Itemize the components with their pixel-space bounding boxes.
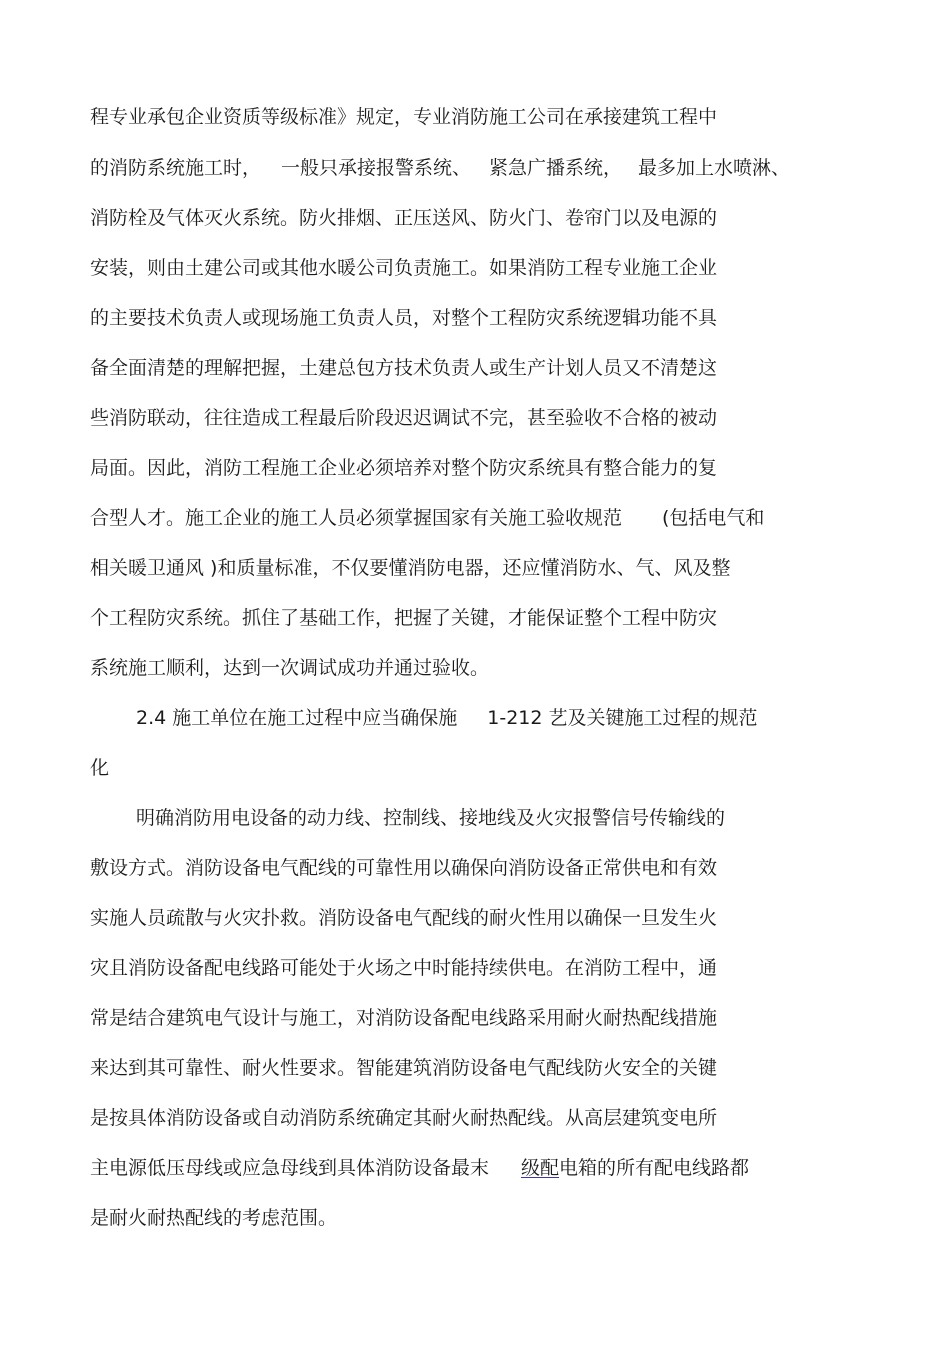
paragraph-2-line-6: 来达到其可靠性、耐火性要求。智能建筑消防设备电气配线防火安全的关键 <box>90 1057 718 1079</box>
text-segment: 紧急广播系统， <box>489 157 623 179</box>
paragraph-1-line-10: 相关暖卫通风 )和质量标准，不仅要懂消防电器，还应懂消防水、气、风及整 <box>90 557 731 579</box>
section-heading <box>136 703 758 733</box>
paragraph-1-line-11: 个工程防灾系统。抓住了基础工作，把握了关键，才能保证整个工程中防灾 <box>90 607 718 629</box>
paragraph-1-line-5: 的主要技术负责人或现场施工负责人员，对整个工程防灾系统逻辑功能不具 <box>90 307 718 329</box>
paragraph-2-line-4: 灾且消防设备配电线路可能处于火场之中时能持续供电。在消防工程中，通 <box>90 957 718 979</box>
paragraph-2-line-3: 实施人员疏散与火灾扑救。消防设备电气配线的耐火性用以确保一旦发生火 <box>90 907 718 929</box>
heading-segment: 1-212 艺及关键施工过程的规范 <box>487 707 758 729</box>
paragraph-2-line-9: 是耐火耐热配线的考虑范围。 <box>90 1207 338 1229</box>
text-segment: 电箱的所有配电线路都 <box>559 1157 750 1179</box>
paragraph-1-line-1: 程专业承包企业资质等级标准》规定，专业消防施工公司在承接建筑工程中 <box>90 106 718 128</box>
section-heading-continued: 化 <box>90 757 110 779</box>
paragraph-1-line-2 <box>90 153 790 183</box>
paragraph-1-line-7: 些消防联动，往往造成工程最后阶段迟迟调试不完，甚至验收不合格的被动 <box>90 407 718 429</box>
paragraph-2-line-5: 常是结合建筑电气设计与施工，对消防设备配电线路采用耐火耐热配线措施 <box>90 1007 718 1029</box>
text-segment: 的消防系统施工时， <box>90 157 262 179</box>
paragraph-2-line-2: 敷设方式。消防设备电气配线的可靠性用以确保向消防设备正常供电和有效 <box>90 857 718 879</box>
paragraph-2-line-7: 是按具体消防设备或自动消防系统确定其耐火耐热配线。从高层建筑变电所 <box>90 1107 718 1129</box>
underlined-term-link[interactable]: 级配 <box>521 1157 560 1179</box>
paragraph-1-line-8: 局面。因此，消防工程施工企业必须培养对整个防灾系统具有整合能力的复 <box>90 457 718 479</box>
heading-segment: 2.4 施工单位在施工过程中应当确保施 <box>136 707 458 729</box>
paragraph-1-line-4: 安装，则由土建公司或其他水暖公司负责施工。如果消防工程专业施工企业 <box>90 257 718 279</box>
paragraph-1-line-3: 消防栓及气体灭火系统。防火排烟、正压送风、防火门、卷帘门以及电源的 <box>90 207 718 229</box>
paragraph-1-line-6: 备全面清楚的理解把握，土建总包方技术负责人或生产计划人员又不清楚这 <box>90 357 718 379</box>
text-segment: 合型人才。施工企业的施工人员必须掌握国家有关施工验收规范 <box>90 507 623 529</box>
text-segment: 一般只承接报警系统、 <box>281 157 472 179</box>
paragraph-1-line-12: 系统施工顺利，达到一次调试成功并通过验收。 <box>90 657 490 679</box>
text-segment: (包括电气和 <box>662 507 765 529</box>
text-segment: 最多加上水喷淋、 <box>638 157 791 179</box>
paragraph-2-line-1: 明确消防用电设备的动力线、控制线、接地线及火灾报警信号传输线的 <box>136 807 726 829</box>
paragraph-1-line-9 <box>90 503 764 533</box>
text-segment: 主电源低压母线或应急母线到具体消防设备最末 <box>90 1157 490 1179</box>
paragraph-2-line-8 <box>90 1153 749 1183</box>
